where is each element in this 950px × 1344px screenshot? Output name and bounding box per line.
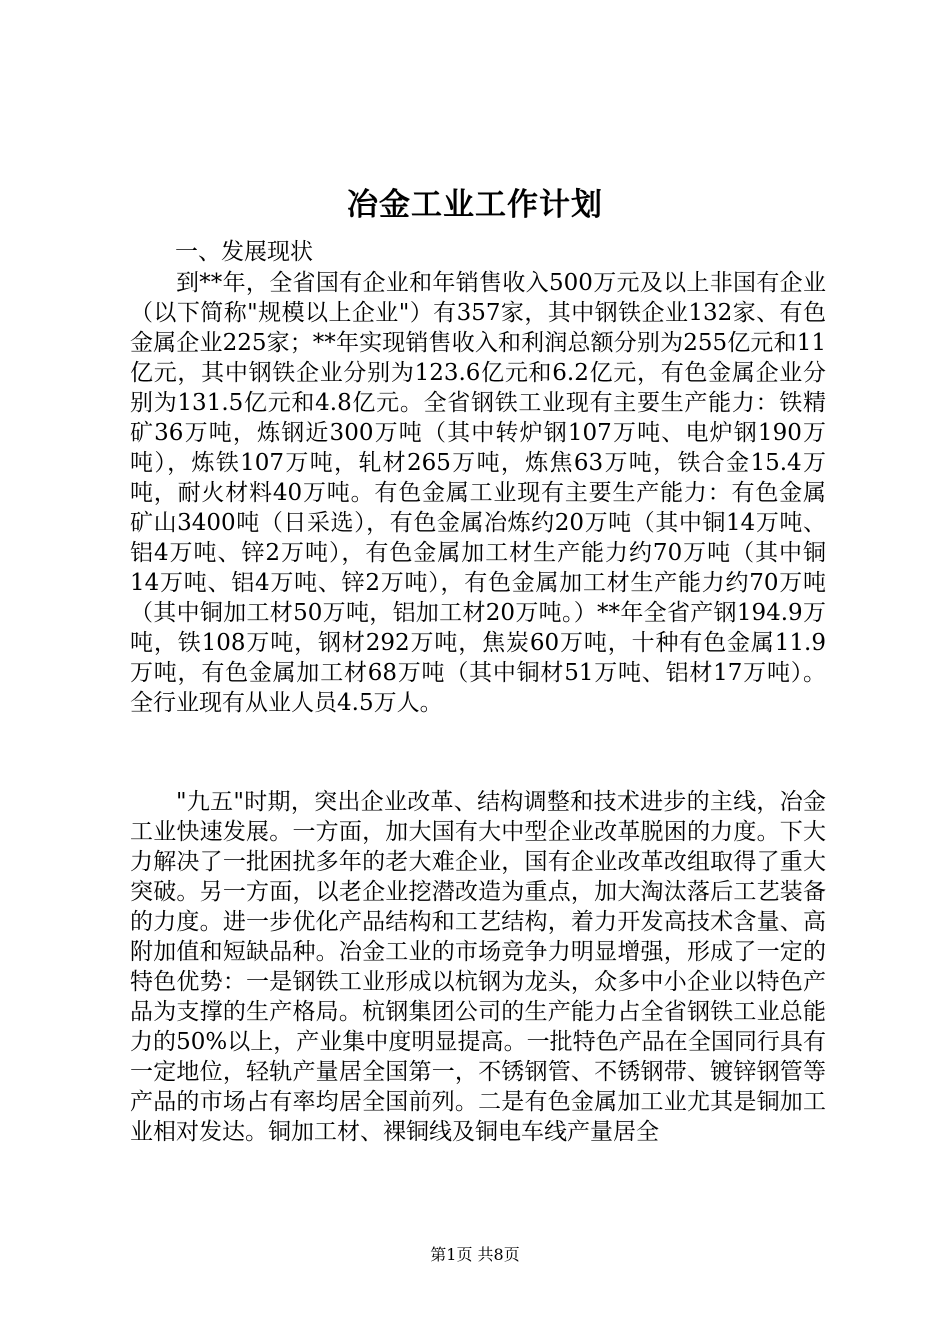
section-heading: 一、发展现状	[175, 239, 313, 265]
paragraph-1: 到**年，全省国有企业和年销售收入500万元及以上非国有企业（以下简称"规模以上企业"）有357家，其中钢铁企业132家、有色金属企业225家；**年实现销售收入和利润总额分别为255亿元和11亿元，其中钢铁企业分别为123.6亿元和6.2亿元，有色金属企业分别为131.5亿元和4.8亿元。全省钢铁工业现有主要生产能力：铁精矿36万吨，炼钢近300万吨（其中转炉钢107万吨、电炉钢190万吨），炼铁107万吨，轧材265万吨，炼焦63万吨，铁合金15.4万吨，耐火材料40万吨。有色金属工业现有主要生产能力：有色金属矿山3400吨（日采选），有色金属冶炼约20万吨（其中铜14万吨、铝4万吨、锌2万吨），有色金属加工材生产能力约70万吨（其中铜14万吨、铝4万吨、锌2万吨），有色金属加工材生产能力约70万吨（其中铜加工材50万吨，铝加工材20万吨。）**年全省产钢194.9万吨，铁108万吨，钢材292万吨，焦炭60万吨，十种有色金属11.9万吨，有色金属加工材68万吨（其中铜材51万吨、铝材17万吨）。全行业现有从业人员4.5万人。	[130, 270, 826, 716]
page-footer: 第1页 共8页	[430, 1245, 520, 1264]
document-title: 冶金工业工作计划	[347, 187, 603, 223]
paragraph-2: "九五"时期，突出企业改革、结构调整和技术进步的主线，冶金工业快速发展。一方面，加大国有大中型企业改革脱困的力度。下大力解决了一批困扰多年的老大难企业，国有企业改革改组取得了重大突破。另一方面，以老企业挖潜改造为重点，加大淘汰落后工艺装备的力度。进一步优化产品结构和工艺结构，着力开发高技术含量、高附加值和短缺品种。冶金工业的市场竞争力明显增强，形成了一定的特色优势：一是钢铁工业形成以杭钢为龙头，众多中小企业以特色产品为支撑的生产格局。杭钢集团公司的生产能力占全省钢铁工业总能力的50%以上，产业集中度明显提高。一批特色产品在全国同行具有一定地位，轻轨产量居全国第一，不锈钢管、不锈钢带、镀锌钢管等产品的市场占有率均居全国前列。二是有色金属加工业尤其是铜加工业相对发达。铜加工材、裸铜线及铜电车线产量居全	[130, 789, 826, 1145]
